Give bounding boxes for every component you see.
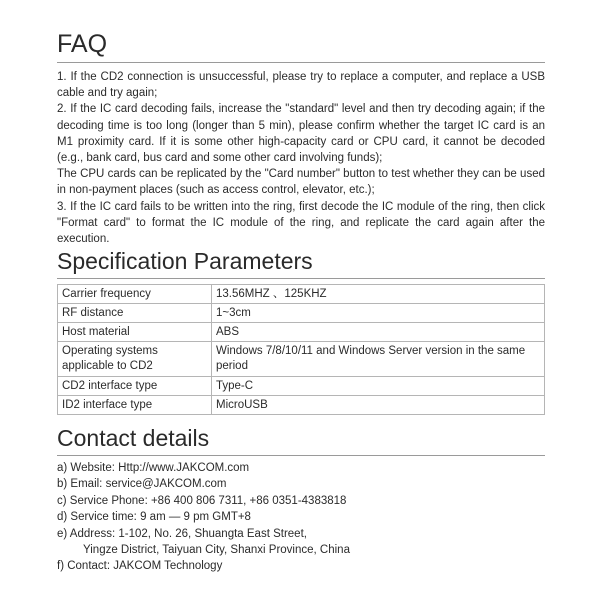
- table-row: [58, 377, 545, 396]
- faq-body: [57, 69, 545, 247]
- contact-list: [57, 460, 545, 575]
- spec-key: CD2 interface type: [58, 377, 212, 396]
- table-row: [58, 285, 545, 304]
- spec-key: Operating systems applicable to CD2: [58, 342, 212, 377]
- spec-value: MicroUSB: [212, 396, 545, 415]
- spec-value: Type-C: [212, 377, 545, 396]
- faq-title: FAQ: [57, 30, 108, 58]
- table-row: [58, 323, 545, 342]
- spec-value: ABS: [212, 323, 545, 342]
- contact-address-continued: Yingze District, Taiyuan City, Shanxi Province, China: [83, 544, 350, 557]
- faq-paragraph-4: 3. If the IC card fails to be written into the ring, first decode the IC module of the ring, then click "Format card" to format the IC module of the ring, and replicate the card again after the execution.: [57, 200, 545, 246]
- contact-service-time: d) Service time: 9 am — 9 pm GMT+8: [57, 511, 251, 524]
- spec-value: Windows 7/8/10/11 and Windows Server version in the same period: [212, 342, 545, 377]
- spec-key: RF distance: [58, 304, 212, 323]
- faq-paragraph-1: 1. If the CD2 connection is unsuccessful, please try to replace a computer, and replace a USB cable and try again;: [57, 71, 545, 100]
- faq-divider: [57, 62, 545, 63]
- contact-title: Contact details: [57, 425, 210, 451]
- contact-website: a) Website: Http://www.JAKCOM.com: [57, 462, 250, 474]
- faq-paragraph-2: 2. If the IC card decoding fails, increase the "standard" level and then try decoding again; if the decoding time is too long (longer than 5 min), please confirm whether the target IC card is an M1 proximity card. If it is some other high-capacity card or CPU card, it cannot be decoded (e.g., bank card, bus card and some other card involving funds);: [57, 103, 545, 165]
- table-row: [58, 342, 545, 377]
- specs-divider: [57, 278, 545, 279]
- spec-key: Host material: [58, 323, 212, 342]
- faq-paragraph-3: The CPU cards can be replicated by the "Card number" button to test whether they can be used in non-payment places (such as access control, elevator, etc.);: [57, 168, 545, 197]
- spec-value: 13.56MHZ 、125KHZ: [212, 285, 545, 304]
- table-row: [58, 304, 545, 323]
- contact-email: b) Email: service@JAKCOM.com: [57, 478, 227, 491]
- contact-phone: c) Service Phone: +86 400 806 7311, +86 0351-4383818: [57, 494, 347, 507]
- spec-key: Carrier frequency: [58, 285, 212, 304]
- spec-key: ID2 interface type: [58, 396, 212, 415]
- contact-person: f) Contact: JAKCOM Technology: [57, 560, 223, 573]
- spec-table: [57, 284, 545, 415]
- contact-address: e) Address: 1-102, No. 26, Shuangta East Street,: [57, 527, 307, 540]
- table-row: [58, 396, 545, 415]
- specs-title: Specification Parameters: [57, 248, 313, 274]
- spec-value: 1~3cm: [212, 304, 545, 323]
- contact-divider: [57, 455, 545, 456]
